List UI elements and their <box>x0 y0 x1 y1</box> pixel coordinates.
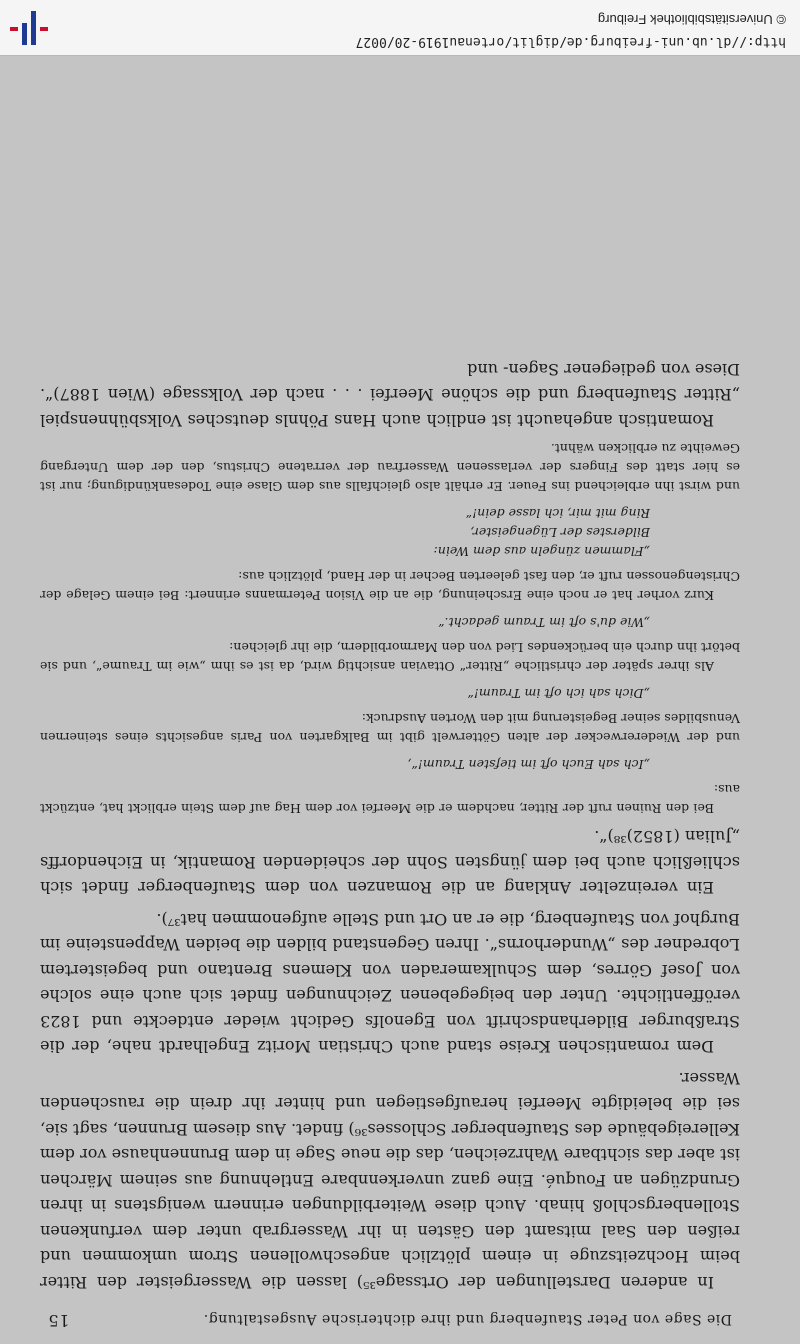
repository-bar <box>0 0 800 56</box>
paragraph-vision: Kurz vorher hat er noch eine Erscheinung, die an die Vision Petermanns erinnert: Bei einem Gelage der Christengenossen ruft er, den fast geleerten Becher in der Hand, plötzlich aus: <box>40 569 740 603</box>
paragraph-poehnl: Romantisch angehaucht ist endlich auch Hans Pöhnls deutsches Volksbühnenspiel „Ritter Staufenberg und die schöne Meerfei . . . nach der Volkssage (Wien 1887)“. Diese von gediegener Sagen- und <box>40 360 740 430</box>
paragraph-engelhardt: Dem romantischen Kreise stand auch Christian Moritz Engelhardt nahe, der die Straßburger Bilderhandschrift von Egenolfs Gedicht wieder entdeckte und 1823 veröffentlichte. Unter den beigegebenen Zeichnungen findet sich auch eine solche von Josef Görres, dem Schulkameraden von Klemens Brentano und begeistertem Lobredner des „Wunderhorns“. Ihren Gegenstand bilden die beiden Wappensteine im Burghof von Staufenberg, die er an Ort und Stelle aufgenommen hat³⁷). <box>40 910 740 1057</box>
paragraph-ortssage: In anderen Darstellungen der Ortssage³⁵) lassen die Wassergeister den Ritter beim Hochzeitszuge in einem plötzlich angeschwollenen Strom umkommen und reißen den Saal mitsamt den Gästen in ihr Wassergrab unter dem verfunkenen Stollenbergschloß hinab. Auch diese Weiterbildungen erinnern wenigstens in ihren Grundzügen an Fouqué. Eine ganz unverkennbare Entlehnung aus seinem Märchen ist aber das sichtbare Wahrzeichen, das die neue Sage in dem Brunnenhause vor dem Kellereigebäude des Staufenberger Schlosses³⁶) findet. Aus diesem Brunnen, sagt sie, sei die beleidigte Meerfei heraufgestiegen und hinter ihr drein die rauschenden Wasser. <box>40 1069 740 1292</box>
verse-line: Ring mit mir, ich lasse dein!“ <box>465 506 650 521</box>
permalink-url[interactable]: http://dl.ub.uni-freiburg.de/diglit/ortenau1919-20/0027 <box>355 34 786 49</box>
page-number: 15 <box>48 1311 70 1330</box>
verse-quote-3 <box>40 613 650 632</box>
verse-line: „Dich sah ich oft im Traum!“ <box>467 686 650 701</box>
page-header-title: Die Sage von Peter Staufenberg und ihre dichterische Ausgestaltung. <box>203 1311 732 1327</box>
verse-line: Bilderstes der Lügengeister, <box>470 525 650 540</box>
scanned-page <box>40 70 740 1330</box>
paragraph-wiedererwecker: und der Wiedererwecker der alten Götterwelt gibt im Balkgarten von Paris angesichts eines steinernen Venusbildes seiner Begeisterung mit den Worten Ausdruck: <box>40 711 740 745</box>
paragraph-ottavian: Als ihrer später der christliche „Ritter“ Ottavian ansichtig wird, da ist es ihm „wie im Traume“, und sie betört ihn durch ein berückendes Lied von den Marmorbildern, die ihr gleichen: <box>40 640 740 674</box>
running-head <box>40 1311 740 1330</box>
paragraph-feuer: und wirst ihn erbleichend ins Feuer. Er erhält also gleichfalls aus dem Glase eine Todesankündigung; nur ist es hier statt des Fingers der verlassenen Wasserfrau der verratene Christus, den der dem Untergang Geweihte zu erblicken wähnt. <box>40 441 740 494</box>
paragraph-ruinen: Bei den Ruinen ruft der Ritter, nachdem er die Meerfei vor dem Hag auf dem Stein erblickt hat, entzückt aus: <box>40 782 740 816</box>
ub-freiburg-logo-icon <box>6 5 52 51</box>
verse-quote-4 <box>40 504 650 561</box>
copyright-notice: © Universitätsbibliothek Freiburg <box>597 12 786 27</box>
verse-line: „Ich sah Euch oft im tiefsten Traum!“, <box>407 757 650 772</box>
verse-quote-2 <box>40 684 650 703</box>
verse-line: „Flammen züngeln aus dem Wein: <box>433 544 650 559</box>
paragraph-eichendorff: Ein vereinzelter Anklang an die Romanzen von dem Staufenberger findet sich schließlich auch bei dem jüngsten Sohn der scheidenden Romantik, in Eichendorffs „Julian (1852)³⁸)“. <box>40 827 740 898</box>
verse-line: „Wie du's oft im Traum gedacht.“ <box>438 615 650 630</box>
verse-quote-1 <box>40 755 650 774</box>
